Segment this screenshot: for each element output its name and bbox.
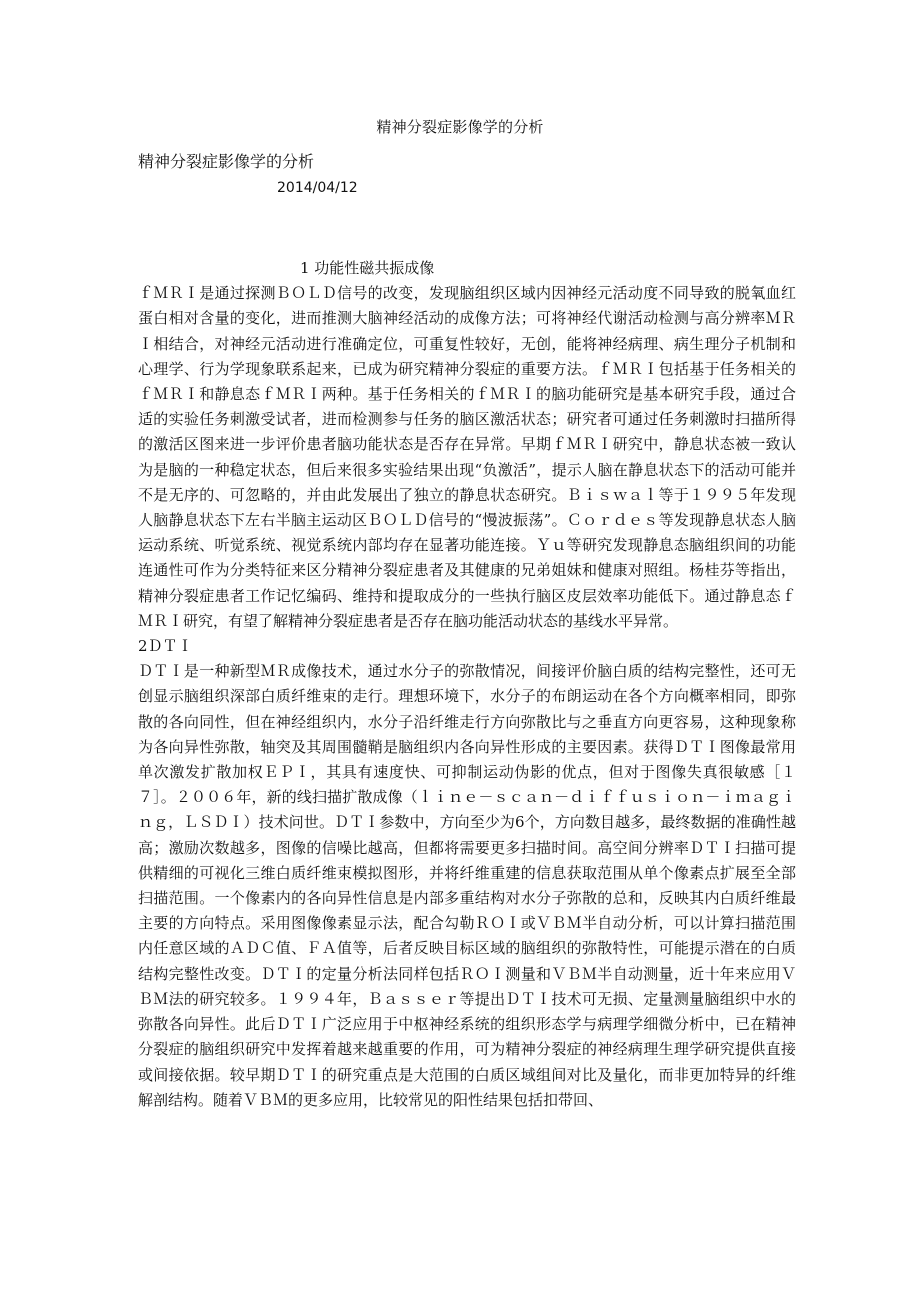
document-date: 2014/04/12 (277, 180, 358, 196)
section-dti (138, 634, 796, 1113)
section-fmri (138, 256, 796, 634)
document-body (138, 256, 796, 1113)
document-title: 精神分裂症影像学的分析 (376, 118, 544, 136)
section-heading: 1 功能性磁共振成像 (300, 259, 435, 277)
section-paragraph: ｆＭＲＩ是通过探测ＢＯＬＤ信号的改变，发现脑组织区域内因神经元活动度不同导致的脱氧血红蛋白相对含量的变化，进而推测大脑神经活动的成像方法；可将神经代谢活动检测与高分辨率ＭＲＩ相结合，对神经元活动进行准确定位，可重复性较好，无创，能将神经病理、病生理分子机制和心理学、行为学现象联系起来，已成为研究精神分裂症的重要方法。ｆＭＲＩ包括基于任务相关的ｆＭＲＩ和静息态ｆＭＲＩ两种。基于任务相关的ｆＭＲＩ的脑功能研究是基本研究手段，通过合适的实验任务刺激受试者，进而检测参与任务的脑区激活状态；研究者可通过任务刺激时扫描所得的激活区图来进一步评价患者脑功能状态是否存在异常。早期ｆＭＲＩ研究中，静息状态被一致认为是脑的一种稳定状态，但后来很多实验结果出现“负激活”，提示人脑在静息状态下的活动可能并不是无序的、可忽略的，并由此发展出了独立的静息状态研究。Ｂｉｓｗａｌ等于１９９５年发现人脑静息状态下左右半脑主运动区ＢＯＬＤ信号的“慢波振荡”。Ｃｏｒｄｅｓ等发现静息状态人脑运动系统、听觉系统、视觉系统内部均存在显著功能连接。Ｙｕ等研究发现静息态脑组织间的功能连通性可作为分类特征来区分精神分裂症患者及其健康的兄弟姐妹和健康对照组。杨桂芬等指出，精神分裂症患者工作记忆编码、维持和提取成分的一些执行脑区皮层效率功能低下。通过静息态ｆＭＲＩ研究，有望了解精神分裂症患者是否存在脑功能活动状态的基线水平异常。 (138, 284, 796, 630)
section-paragraph: ＤＴＩ是一种新型ＭＲ成像技术，通过水分子的弥散情况，间接评价脑白质的结构完整性，还可无创显示脑组织深部白质纤维束的走行。理想环境下，水分子的布朗运动在各个方向概率相同，即弥散的各向同性，但在神经组织内，水分子沿纤维走行方向弥散比与之垂直方向更容易，这种现象称为各向异性弥散，轴突及其周围髓鞘是脑组织内各向异性形成的主要因素。获得ＤＴＩ图像最常用单次激发扩散加权ＥＰＩ，其具有速度快、可抑制运动伪影的优点，但对于图像失真很敏感［１７］。２００６年，新的线扫描扩散成像（ｌｉｎｅ－ｓｃａｎ－ｄｉｆｆｕｓｉｏｎ－ｉｍａｇｉｎｇ，ＬＳＤＩ）技术问世。ＤＴＩ参数中，方向至少为6个，方向数目越多，最终数据的准确性越高；激励次数越多，图像的信噪比越高，但都将需要更多扫描时间。高空间分辨率ＤＴＩ扫描可提供精细的可视化三维白质纤维束模拟图形，并将纤维重建的信息获取范围从单个像素点扩展至全部扫描范围。一个像素内的各向异性信息是内部多重结构对水分子弥散的总和，反映其内白质纤维最主要的方向特点。采用图像像素显示法，配合勾勒ＲＯＩ或ＶＢＭ半自动分析，可以计算扫描范围内任意区域的ＡＤＣ值、ＦＡ值等，后者反映目标区域的脑组织的弥散特性，可能提示潜在的白质结构完整性改变。ＤＴＩ的定量分析法同样包括ＲＯＩ测量和ＶＢＭ半自动测量，近十年来应用ＶＢＭ法的研究较多。１９９４年，Ｂａｓｓｅｒ等提出ＤＴＩ技术可无损、定量测量脑组织中水的弥散各向异性。此后ＤＴＩ广泛应用于中枢神经系统的组织形态学与病理学细微分析中，已在精神分裂症的脑组织研究中发挥着越来越重要的作用，可为精神分裂症的神经病理生理学研究提供直接或间接依据。较早期ＤＴＩ的研究重点是大范围的白质区域组间对比及量化，而非更加特异的纤维解剖结构。随着ＶＢＭ的更多应用，比较常见的阳性结果包括扣带回、 (138, 662, 796, 1109)
document-subtitle: 精神分裂症影像学的分析 (138, 152, 315, 171)
section-heading: 2ＤＴＩ (138, 637, 193, 656)
